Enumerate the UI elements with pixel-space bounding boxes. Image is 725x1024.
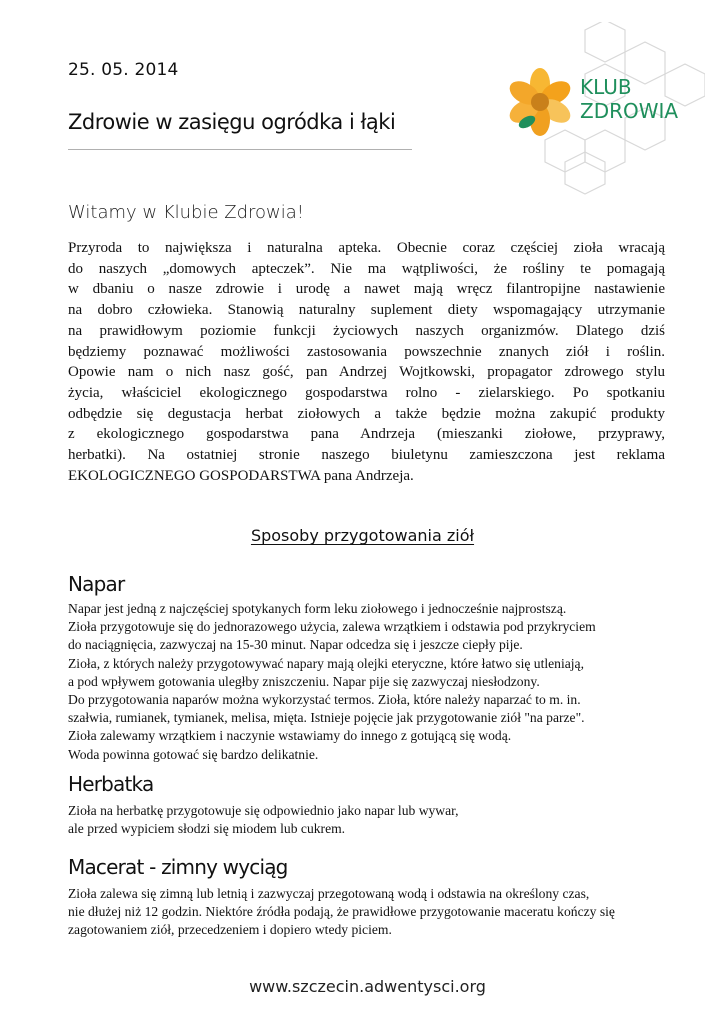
- napar-line: Zioła zalewamy wrzątkiem i naczynie wstawiamy do innego z gotującą się wodą.: [68, 728, 512, 744]
- napar-line: szałwia, rumianek, tymianek, melisa, mięta. Istnieje pojęcie jak przygotowanie ziół "na parze".: [68, 710, 585, 726]
- macerat-heading: Macerat - zimny wyciąg: [68, 855, 288, 879]
- napar-line: Zioła przygotowuje się do jednorazowego użycia, zalewa wrzątkiem i odstawia pod przykryciem: [68, 619, 596, 635]
- flower-hexagon-icon: [500, 22, 705, 202]
- herbatka-text: [68, 802, 668, 838]
- macerat-line: zagotowaniem ziół, przecedzeniem i dopiero wtedy piciem.: [68, 922, 392, 938]
- footer-website-link[interactable]: www.szczecin.adwentysci.org: [249, 977, 486, 996]
- intro-line: do naszych „domowych apteczek”. Nie ma wątpliwości, że rośliny te pomagają: [68, 260, 665, 277]
- welcome-heading: Witamy w Klubie Zdrowia!: [68, 202, 305, 223]
- macerat-text: [68, 885, 668, 940]
- intro-line: Opowie nam o nich nasz gość, pan Andrzej Wojtkowski, propagator zdrowego stylu: [68, 364, 665, 381]
- napar-line: a pod wpływem gotowania uległby zniszczeniu. Napar pije się zazwyczaj niesłodzony.: [68, 673, 540, 689]
- intro-line: odbędzie się degustacja herbat ziołowych a także będzie można zakupić produkty: [68, 405, 665, 422]
- napar-line: do naciągnięcia, zazwyczaj na 15-30 minut. Napar odcedza się i jeszcze ciepły pije.: [68, 637, 523, 653]
- intro-line: będziemy poznawać możliwości zastosowania powszechnie znanych ziół i roślin.: [68, 343, 665, 360]
- intro-line: na dobro człowieka. Stanowią naturalny suplement diety wspomagający utrzymanie: [68, 302, 665, 319]
- herbatka-line: Zioła na herbatkę przygotowuje się odpowiednio jako napar lub wywar,: [68, 803, 459, 818]
- klub-zdrowia-logo: [500, 22, 705, 202]
- napar-line: Do przygotowania naparów można wykorzystać termos. Zioła, które należy naparzać to m. in.: [68, 692, 581, 708]
- intro-line: Przyroda to największa i naturalna apteka. Obecnie coraz częściej zioła wracają: [68, 240, 665, 256]
- intro-line: życia, właściciel ekologicznego gospodarstwa rolno - zielarskiego. Po spotkaniu: [68, 384, 665, 401]
- issue-date: 25. 05. 2014: [68, 60, 179, 80]
- napar-line: Woda powinna gotować się bardzo delikatnie.: [68, 746, 319, 762]
- logo-text-klub: KLUB: [580, 75, 632, 99]
- intro-line: z ekologicznego gospodarstwa pana Andrzeja (mieszanki ziołowe, przyprawy,: [68, 426, 665, 443]
- macerat-line: Zioła zalewa się zimną lub letnią i zazwyczaj przegotowaną wodą i odstawia na określony czas,: [68, 886, 590, 901]
- napar-text: [68, 600, 668, 764]
- herbatka-line: ale przed wypiciem słodzi się miodem lub cukrem.: [68, 821, 346, 837]
- intro-line: EKOLOGICZNEGO GOSPODARSTWA pana Andrzeja.: [68, 467, 414, 484]
- logo-text-zdrowia: ZDROWIA: [580, 99, 679, 123]
- napar-line: Napar jest jedną z najczęściej spotykanych form leku ziołowego i jednocześnie najprostszą.: [68, 601, 567, 616]
- intro-line: na prawidłowym poziomie funkcji życiowych naszych organizmów. Dlatego dziś: [68, 322, 665, 339]
- napar-line: Zioła, z których należy przygotowywać napary mają olejki eteryczne, które łatwo się utleniają,: [68, 655, 584, 671]
- intro-line: herbatki). Na ostatniej stronie naszego biuletynu zamieszczona jest reklama: [68, 447, 665, 464]
- intro-line: w dbaniu o nasze zdrowie i urodę a nawet mają wręcz filantropijne nastawienie: [68, 281, 665, 298]
- title-divider: [68, 149, 412, 150]
- napar-heading: Napar: [68, 572, 125, 596]
- section-title: Sposoby przygotowania ziół: [250, 526, 475, 545]
- page-title: Zdrowie w zasięgu ogródka i łąki: [68, 110, 396, 134]
- intro-paragraph: [68, 238, 665, 486]
- herbatka-heading: Herbatka: [68, 772, 154, 796]
- macerat-line: nie dłużej niż 12 godzin. Niektóre źródła podają, że prawidłowe przygotowanie maceratu kończy się: [68, 904, 615, 920]
